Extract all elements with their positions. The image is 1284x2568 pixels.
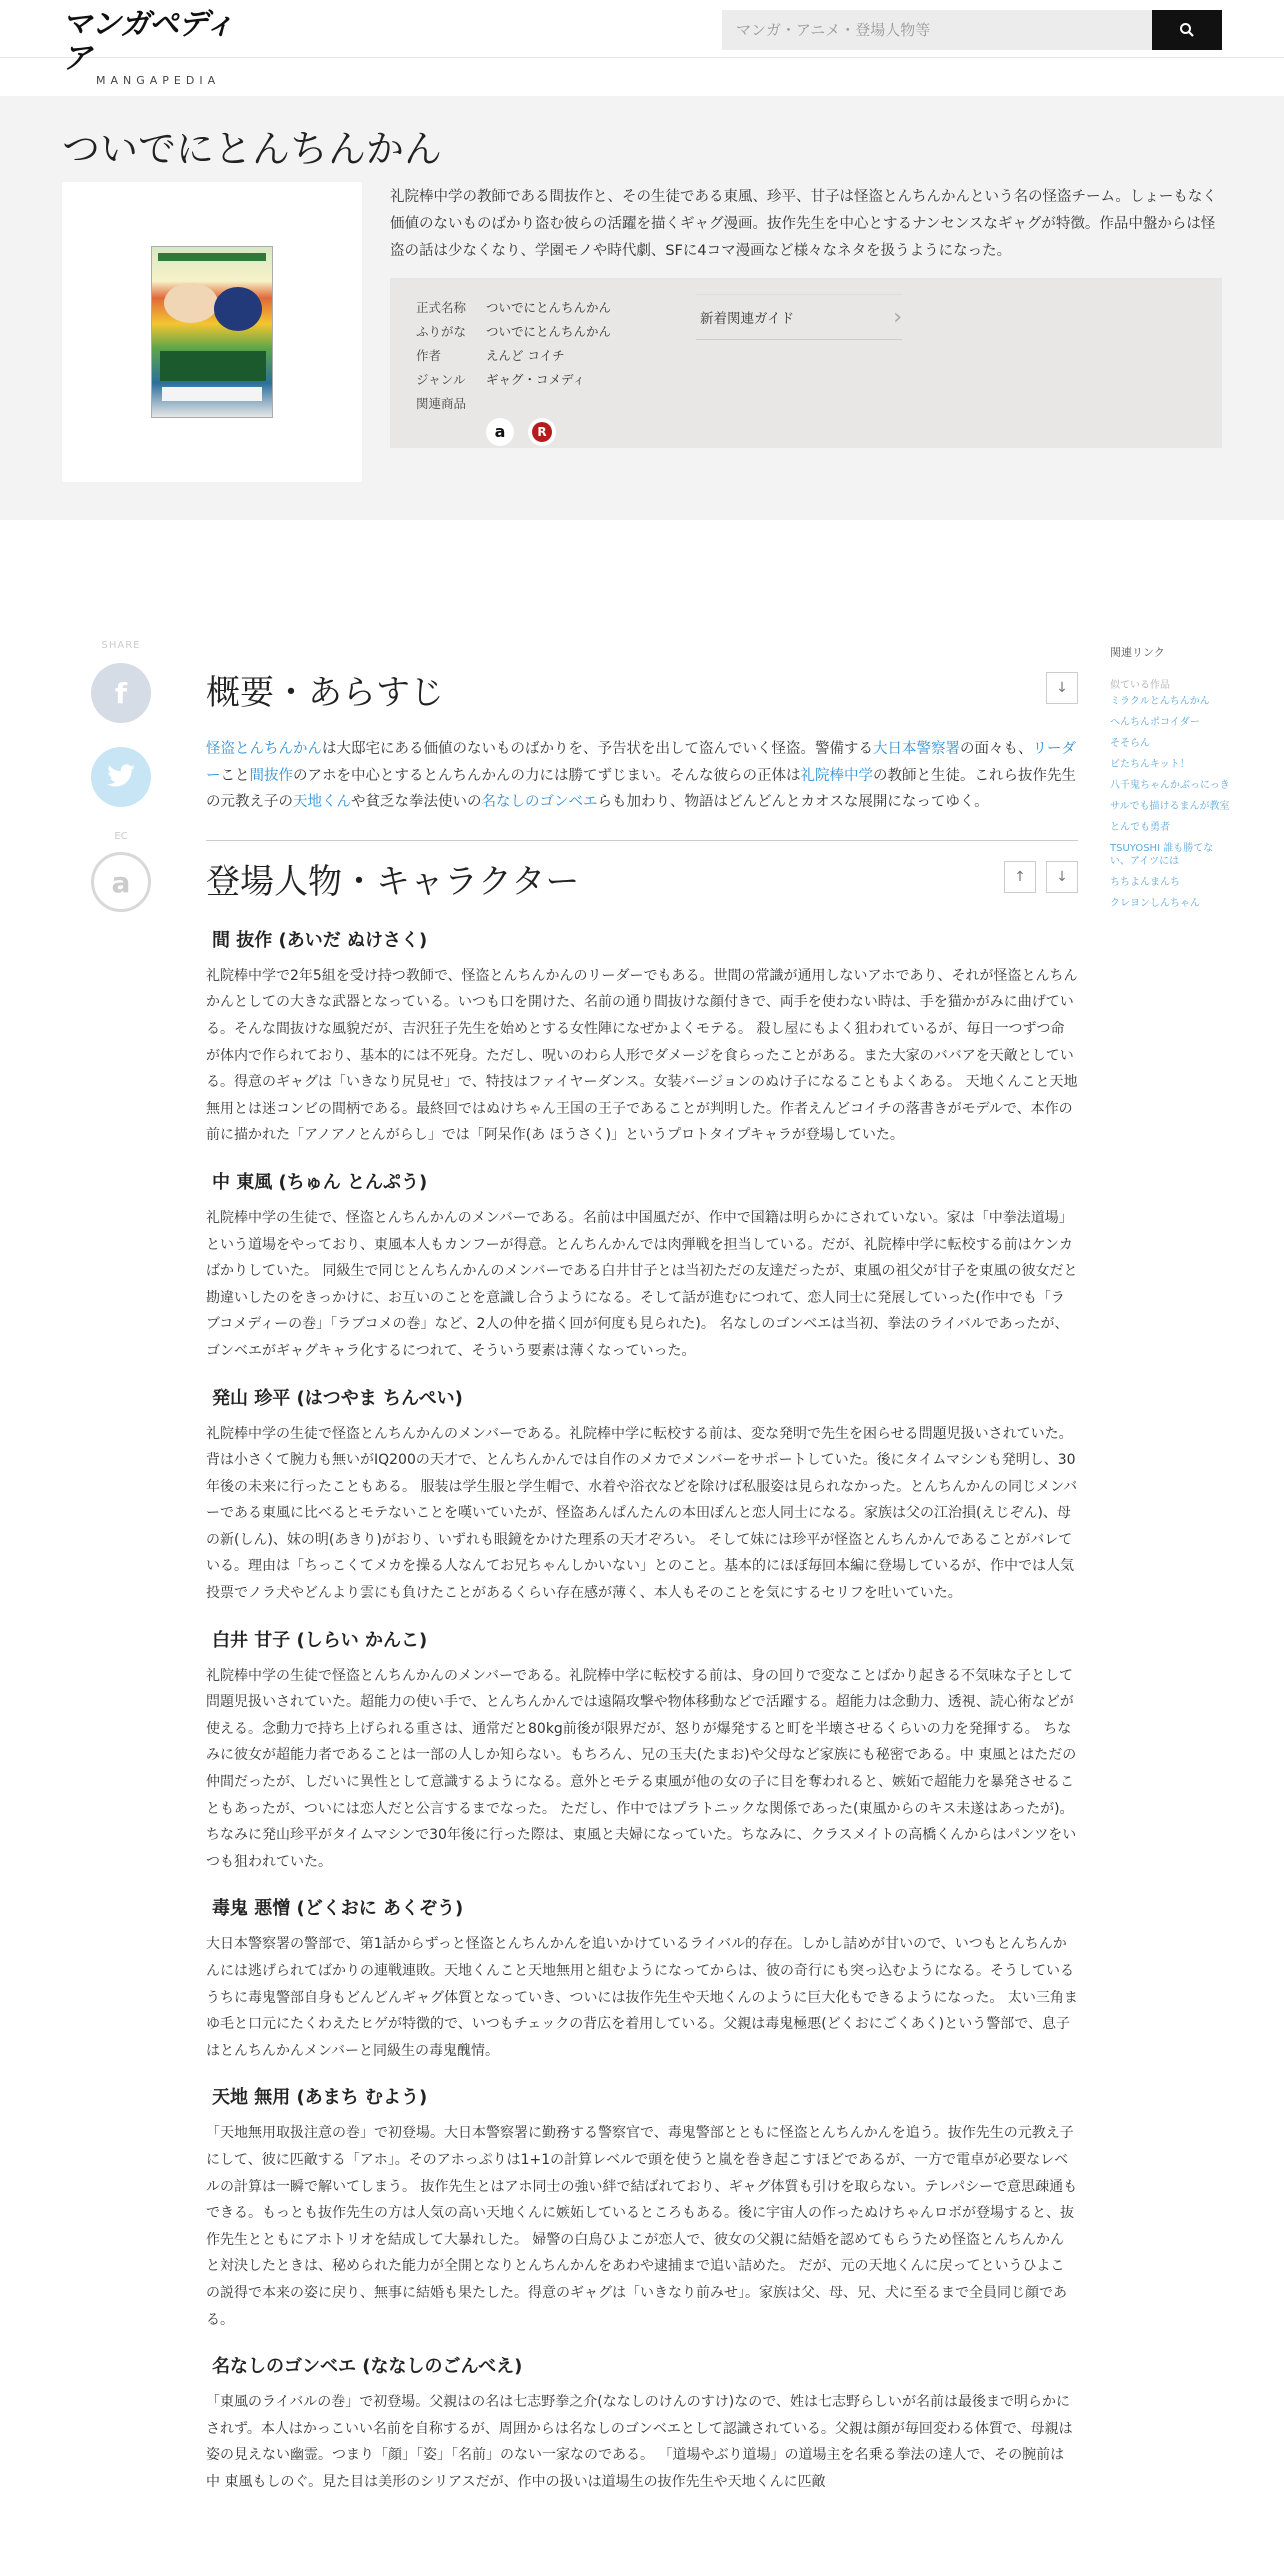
summary-text-segment: は大邸宅にある価値のないものばかりを、予告状を出して盗んでいく怪盗。警備する	[322, 741, 873, 757]
related-links-title: 関連リンク	[1110, 646, 1165, 659]
scroll-down-button[interactable]	[1046, 861, 1078, 893]
similar-work-link[interactable]: ミラクルとんちんかん	[1110, 696, 1210, 707]
character-name: 発山 珍平 (はつやま ちんぺい)	[212, 1387, 463, 1409]
character-name: 間 抜作 (あいだ ぬけさく)	[212, 929, 428, 951]
amazon-link-button[interactable]	[91, 852, 151, 912]
info-key: 正式名称	[416, 300, 467, 315]
summary-link[interactable]: 礼院棒中学	[800, 767, 873, 784]
logo-main-text: マンガペディア	[62, 7, 234, 76]
character-name: 毒鬼 悪憎 (どくおに あくぞう)	[212, 1898, 464, 1920]
character-entry	[206, 927, 1078, 1149]
info-key: 関連商品	[416, 396, 467, 411]
summary-link[interactable]: 天地くん	[293, 794, 351, 811]
share-label: SHARE	[101, 640, 141, 651]
similar-work-link[interactable]: そそらん	[1110, 738, 1150, 749]
summary-text-segment: の面々も、	[960, 741, 1033, 757]
twitter-share-button[interactable]	[91, 747, 151, 807]
summary-text-segment: こと	[220, 767, 250, 784]
facebook-share-button[interactable]	[91, 663, 151, 723]
info-row	[416, 392, 611, 416]
cover-image[interactable]	[151, 246, 273, 418]
arrow-down-icon: ↓	[1056, 868, 1068, 885]
summary-link[interactable]: 間抜作	[249, 767, 293, 784]
character-entry	[206, 2353, 1078, 2495]
rakuten-icon[interactable]: R	[528, 418, 556, 446]
scroll-up-button[interactable]	[1004, 861, 1036, 893]
summary-link[interactable]: 怪盗とんちんかん	[206, 741, 322, 757]
character-description: 礼院棒中学の生徒で怪盗とんちんかんのメンバーである。礼院棒中学に転校する前は、変な発明で先生を困らせる問題児扱いされていた。背は小さくて腕力も無いがIQ200の天才で、とんちんかんでは自作のメカでメンバーをサポートしていた。後にタイムマシンも発明し、30年後の未来に行ったこともある。 服装は学生服と学生帽で、水着や浴衣などを除けば私服姿は見られなかった。とんちんかんの同じメンバーである東風に比べるとモテないことを嘆いていたが、怪盗あんぱんたんの本田ぽんと恋人同士になる。家族は父の江治損(えじぞん)、母の新(しん)、妹の明(あきり)がおり、いずれも眼鏡をかけた理系の天才ぞろい。 そして妹には珍平が怪盗とんちんかんであることがバレている。理由は「ちっこくてメカを操る人なんてお兄ちゃんしかいない」とのこと。基本的にほぼ毎回本編に登場しているが、作中では人気投票でノラ犬やどんより雲にも負けたことがあるくらい存在感が薄く、本人もそのことを気にするセリフを吐いていた。	[206, 1425, 1078, 1602]
cover-image-frame	[62, 182, 362, 482]
character-name: 中 東風 (ちゅん とんぷう)	[212, 1171, 428, 1193]
info-row	[416, 296, 611, 320]
info-row	[416, 368, 611, 392]
info-key: ふりがな	[416, 324, 467, 339]
info-key: 作者	[416, 348, 442, 363]
info-row	[416, 344, 611, 368]
summary-heading: 概要・あらすじ	[206, 673, 444, 713]
search-icon	[1179, 22, 1195, 38]
work-hero	[0, 96, 1284, 520]
info-key: ジャンル	[416, 372, 466, 387]
similar-work-link[interactable]: サルでも描けるまんが教室	[1110, 801, 1230, 812]
character-list	[206, 927, 1078, 2496]
similar-work-link[interactable]: クレヨンしんちゃん	[1110, 898, 1200, 909]
summary-text-segment: や貧乏な拳法使いの	[351, 794, 482, 811]
character-entry	[206, 1895, 1078, 2064]
work-info-table	[416, 296, 611, 446]
section-divider	[206, 840, 1078, 841]
character-entry	[206, 1385, 1078, 1607]
work-info-box	[390, 278, 1222, 448]
similar-work-link[interactable]: ちちよんまんち	[1110, 877, 1180, 888]
character-entry	[206, 1169, 1078, 1365]
twitter-icon	[106, 764, 136, 790]
amazon-icon: a	[111, 865, 131, 899]
arrow-up-icon: ↑	[1014, 868, 1026, 885]
summary-text-segment: らも加わり、物語はどんどんとカオスな展開になってゆく。	[597, 794, 989, 811]
characters-heading: 登場人物・キャラクター	[206, 861, 580, 902]
search-input[interactable]: マンガ・アニメ・登場人物等	[722, 10, 1152, 50]
summary-link[interactable]: 大日本警察署	[873, 741, 960, 757]
character-description: 「天地無用取扱注意の巻」で初登場。大日本警察署に勤務する警察官で、毒鬼警部とともに怪盗とんちんかんを追う。抜作先生の元教え子にして、彼に匹敵する「アホ」。そのアホっぷりは1+1の計算レベルで頭を使うと嵐を巻き起こすほどであるが、一方で電卓が必要なレベルの計算は一瞬で解いてしまう。 抜作先生とはアホ同士の強い絆で結ばれており、ギャグ体質も引けを取らない。テレパシーで意思疎通もできる。もっとも抜作先生の方は人気の高い天地くんに嫉妬しているところもある。後に宇宙人の作ったぬけちゃんロボが登場すると、抜作先生とともにアホトリオを結成して大暴れした。 婦警の白鳥ひよこが恋人で、彼女の父親に結婚を認めてもらうため怪盗とんちんかんと対決したときは、秘められた能力が全開となりとんちんかんをあわや逮捕まで追い詰めた。 だが、元の天地くんに戻ってというひよこの説得で本来の姿に戻り、無事に結婚も果たした。得意のギャグは「いきなり前みせ」。家族は父、母、兄、犬に至るまで全員同じ顔である。	[206, 2125, 1078, 2328]
related-guide-link[interactable]	[696, 294, 902, 340]
share-column	[90, 640, 152, 912]
store-links	[486, 418, 611, 446]
character-name: 天地 無用 (あまち むよう)	[212, 2087, 428, 2109]
character-description: 礼院棒中学の生徒で怪盗とんちんかんのメンバーである。礼院棒中学に転校する前は、身の回りで変なことばかり起きる不気味な子として問題児扱いされていた。超能力の使い手で、とんちんかんでは遠隔攻撃や物体移動などで活躍する。超能力は念動力、透視、読心術などが使える。念動力で持ち上げられる重さは、通常だと80kg前後が限界だが、怒りが爆発すると町を半壊させるくらいの力を発揮する。 ちなみに彼女が超能力者であることは一部の人しか知らない。もちろん、兄の玉夫(たまお)や父母など家族にも秘密である。中 東風とはただの仲間だったが、しだいに異性として意識するようになる。意外とモテる東風が他の女の子に目を奪われると、嫉妬で超能力を暴発させることもあったが、ついには恋人だと公言するまでなった。 ただし、作中ではプラトニックな関係であった(東風からのキス未遂はあったが)。ちなみに発山珍平がタイムマシンで30年後に行った際は、東風と夫婦になっていた。ちなみに、クラスメイトの高橋くんからはパンツをいつも狙われていた。	[206, 1667, 1077, 1870]
chevron-right-icon: ›	[893, 304, 902, 330]
related-links-sidebar	[1110, 644, 1230, 918]
search-button[interactable]	[1152, 10, 1222, 50]
summary-link[interactable]: 名なしのゴンベエ	[481, 794, 598, 811]
character-entry	[206, 1627, 1078, 1876]
summary-section	[206, 668, 1078, 816]
related-guide-label: 新着関連ガイド	[700, 311, 795, 327]
summary-text-segment: の教師と生徒。これら抜作先生の元教え子の	[206, 767, 1076, 811]
summary-text-segment: のアホを中心とするとんちんかんの力には勝てずじまい。そんな彼らの正体は	[293, 767, 801, 784]
site-header	[0, 0, 1284, 87]
character-description: 礼院棒中学の生徒で、怪盗とんちんかんのメンバーである。名前は中国風だが、作中で国籍は明らかにされていない。家は「中拳法道場」という道場をやっており、東風本人もカンフーが得意。とんちんかんでは肉弾戦を担当している。だが、礼院棒中学に転校する前はケンカばかりしていた。 同級生で同じとんちんかんのメンバーである白井甘子とは当初ただの友達だったが、東風の祖父が甘子を東風の彼女だと勘違いしたのをきっかけに、お互いのことを意識し合うようになる。そして話が進むにつれて、恋人同士に発展していった(作中でも「ラブコメディーの巻」「ラブコメの巻」など、2人の仲を描く回が何度も見られた)。 名なしのゴンベエは当初、拳法のライバルであったが、ゴンベエがギャグキャラ化するにつれて、そういう要素は薄くなっていった。	[206, 1209, 1078, 1359]
logo-sub-text: MANGAPEDIA	[96, 74, 221, 87]
similar-work-link[interactable]: TSUYOSHI 誰も勝てない、アイツには	[1110, 843, 1214, 867]
similar-work-link[interactable]: ビたちんキット！	[1110, 759, 1190, 770]
amazon-icon[interactable]: a	[486, 418, 514, 446]
ec-label: EC	[114, 831, 128, 842]
character-entry	[206, 2084, 1078, 2333]
summary-link[interactable]: リーダー	[206, 741, 1076, 784]
similar-works-list	[1110, 695, 1230, 910]
main-content	[206, 668, 1078, 2496]
info-value: ついでにとんちんかん	[486, 324, 612, 339]
info-row	[416, 320, 611, 344]
similar-work-link[interactable]: とんでも勇者	[1110, 822, 1170, 833]
character-name: 白井 甘子 (しらい かんこ)	[212, 1629, 428, 1651]
similar-work-link[interactable]: 八千鬼ちゃんかぶっにっき	[1110, 780, 1230, 791]
character-name: 名なしのゴンベエ (ななしのごんべえ)	[212, 2356, 523, 2378]
work-description: 礼院棒中学の教師である間抜作と、その生徒である東風、珍平、甘子は怪盗とんちんかんという名の怪盗チーム。しょーもなく価値のないものばかり盗む彼らの活躍を描くギャグ漫画。抜作先生を中心とするナンセンスなギャグが特徴。作品中盤からは怪盗の話は少なくなり、学園モノや時代劇、SFに4コマ漫画など様々なネタを扱うようになった。	[390, 189, 1217, 259]
characters-section	[206, 857, 1078, 2496]
summary-text	[206, 736, 1078, 816]
similar-work-link[interactable]: へんちんポコイダー	[1110, 717, 1200, 728]
info-value: ついでにとんちんかん	[486, 300, 612, 315]
scroll-down-button[interactable]	[1046, 672, 1078, 704]
facebook-icon: f	[114, 676, 128, 710]
info-value-link[interactable]: えんど コイチ	[486, 348, 565, 363]
page-title: ついでにとんちんかん	[62, 127, 443, 171]
character-description: 大日本警察署の警部で、第1話からずっと怪盗とんちんかんを追いかけているライバル的存在。しかし詰めが甘いので、いつもとんちんかんには逃げられてばかりの連戦連敗。天地くんこと天地無用と組むようになってからは、彼の奇行にも突っ込むようになる。そうしているうちに毒鬼警部自身もどんどんギャグ体質となっていき、ついには抜作先生や天地くんのように巨大化もできるようになった。 太い三角まゆ毛と口元にたくわえたヒゲが特徴的で、いつもチェックの背広を着用している。父親は毒鬼極悪(どくおにごくあく)という警部で、息子はとんちんかんメンバーと同級生の毒鬼醜情。	[206, 1936, 1078, 2059]
site-logo[interactable]	[62, 7, 262, 87]
character-description: 「東風のライバルの巻」で初登場。父親はの名は七志野拳之介(ななしのけんのすけ)なので、姓は七志野らしいが名前は最後まで明らかにされず。本人はかっこいい名前を自称するが、周囲からは名なしのゴンベエとして認識されている。父親は顔が毎回変わる体質で、母親は姿の見えない幽霊。つまり「顔」「姿」「名前」のない一家なのである。 「道場やぶり道場」の道場主を名乗る拳法の達人で、その腕前は中 東風もしのぐ。見た目は美形のシリアスだが、作中の扱いは道場生の抜作先生や天地くんに匹敵	[206, 2394, 1073, 2490]
character-description: 礼院棒中学で2年5組を受け持つ教師で、怪盗とんちんかんのリーダーでもある。世間の常識が通用しないアホであり、それが怪盗とんちんかんとしての大きな武器となっている。いつも口を開けた、名前の通り間抜けな顔付きで、両手を使わない時は、手を猫かがみに曲げている。そんな間抜けな風貌だが、吉沢狂子先生を始めとする女性陣になぜかよくモテる。 殺し屋にもよく狙われているが、毎日一つずつ命が体内で作られており、基本的には不死身。ただし、呪いのわら人形でダメージを食らったことがある。また大家のババアを天敵としている。得意のギャグは「いきなり尻見せ」で、特技はファイヤーダンス。女装バージョンのぬけ子になることもよくある。 天地くんこと天地無用とは迷コンビの間柄である。最終回ではぬけちゃん王国の王子であることが判明した。作者えんどコイチの落書きがモデルで、本作の前に描かれた「アノアノとんがらし」では「阿呆作(あ ほうさく)」というプロトタイプキャラが登場していた。	[206, 967, 1078, 1144]
similar-works-label: 似ている作品	[1110, 680, 1170, 691]
arrow-down-icon: ↓	[1056, 680, 1068, 696]
info-value-link[interactable]: ギャグ・コメディ	[486, 372, 586, 387]
